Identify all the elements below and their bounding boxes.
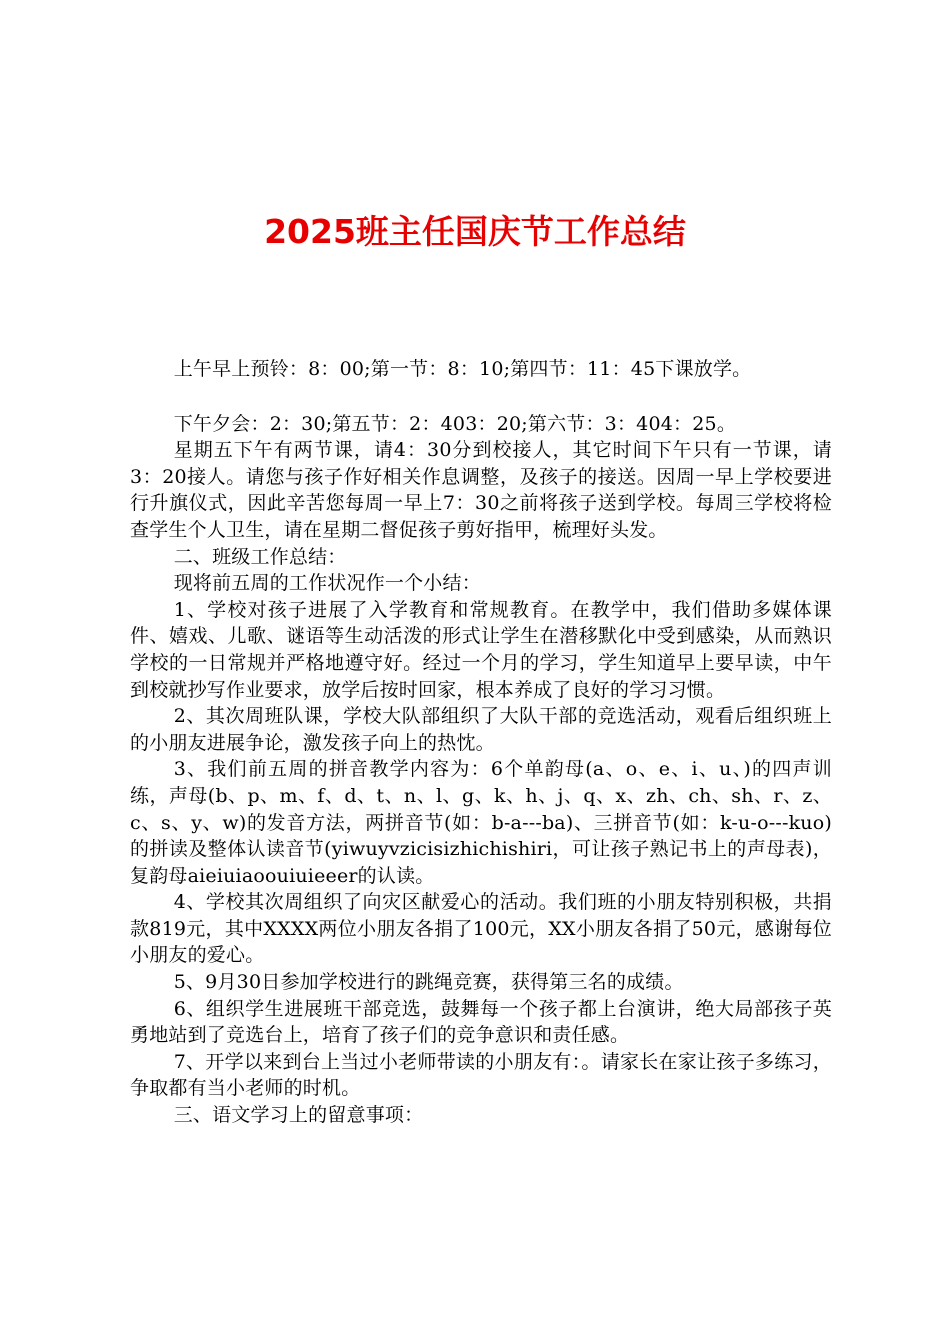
paragraph-item-2: 2、其次周班队课，学校大队部组织了大队干部的竞选活动，观看后组织班上的小朋友进展争论，激发孩子向上的热忱。	[130, 705, 832, 754]
paragraph-pickup-notice: 星期五下午有两节课，请4：30分到校接人，其它时间下午只有一节课，请3：20接人。请您与孩子作好相关作息调整，及孩子的接送。因周一早上学校要进行升旗仪式，因此辛苦您每周一早上7：30之前将孩子送到学校。每周三学校将检查学生个人卫生，请在星期二督促孩子剪好指甲，梳理好头发。	[130, 439, 832, 541]
document-title: 2025班主任国庆节工作总结	[264, 212, 686, 251]
paragraph-item-1: 1、学校对孩子进展了入学教育和常规教育。在教学中，我们借助多媒体课件、嬉戏、儿歌、谜语等生动活泼的形式让学生在潜移默化中受到感染，从而熟识学校的一日常规并严格地遵守好。经过一个月的学习，学生知道早上要早读，中午到校就抄写作业要求，放学后按时回家，根本养成了良好的学习习惯。	[130, 598, 832, 701]
paragraph-item-6: 6、组织学生进展班干部竞选，鼓舞每一个孩子都上台演讲，绝大局部孩子英勇地站到了竞选台上，培育了孩子们的竞争意识和责任感。	[130, 997, 832, 1047]
paragraph-item-4: 4、学校其次周组织了向灾区献爱心的活动。我们班的小朋友特别积极，共捐款819元，其中XXXX两位小朋友各捐了100元，XX小朋友各捐了50元，感谢每位小朋友的爱心。	[130, 891, 832, 967]
paragraph-afternoon-schedule: 下午夕会：2：30;第五节：2：403：20;第六节：3：404：25。	[173, 412, 737, 435]
document-body	[130, 356, 832, 1129]
paragraph-item-3: 3、我们前五周的拼音教学内容为：6个单韵母(a、o、e、i、u、)的四声训练，声母(b、p、m、f、d、t、n、l、g、k、h、j、q、x、zh、ch、sh、r、z、c、s、y、w)的发音方法，两拼音节(如：b-a---ba)、三拼音节(如：k-u-o---kuo)的拼读及整体认读音节(yiwuyvzicisizhichishiri，可让孩子熟记书上的声母表)，复韵母aieiuiaoouiuieeer的认读。	[130, 758, 832, 887]
paragraph-morning-schedule: 上午早上预铃：8：00;第一节：8：10;第四节：11：45下课放学。	[173, 358, 752, 380]
section-heading-chinese-study: 三、语文学习上的留意事项：	[173, 1104, 424, 1127]
section-heading-class-summary: 二、班级工作总结：	[173, 545, 347, 568]
paragraph-item-7: 7、开学以来到台上当过小老师带读的小朋友有：。请家长在家让孩子多练习，争取都有当小老师的时机。	[130, 1050, 832, 1100]
paragraph-gap	[130, 383, 832, 411]
paragraph-summary-intro: 现将前五周的工作状况作一个小结：	[173, 572, 481, 595]
paragraph-item-5: 5、9月30日参加学校进行的跳绳竞赛，获得第三名的成绩。	[173, 971, 684, 994]
